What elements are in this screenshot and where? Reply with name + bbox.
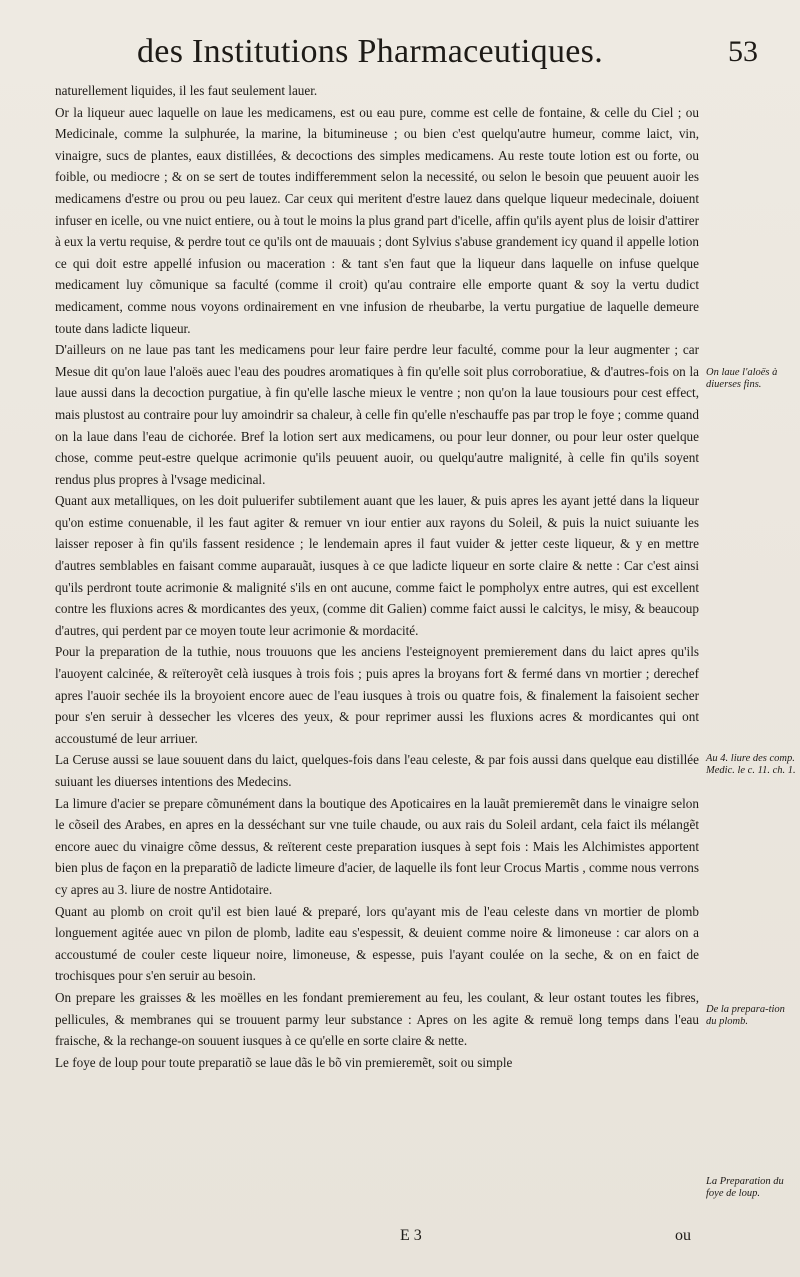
paragraph: naturellement liquides, il les faut seulement lauer. <box>55 83 318 98</box>
page-number: 53 <box>728 35 758 68</box>
signature-mark: E 3 <box>400 1227 422 1244</box>
paragraph: D'ailleurs on ne laue pas tant les medicamens pour leur faire perdre leur faculté, comme pour la leur augmenter ; car Mesue dit qu'on laue l'aloës auec l'eau des poudres aromatiques à fin qu'elle soit plus corroboratiue, & d'autres-fois on la laue aussi dans la decoction purgatiue, à fin qu'elle lasche mieux le ventre ; non qu'on la laue tousiours pour cest effect, mais plustost au contraire pour luy amoindrir sa chaleur, à celle fin qu'elle n'eschauffe pas par trop le foye ; comme quand on la laue dans l'eau de cichorée. Bref la lotion sert aux medicamens, ou pour leur donner, ou pour leur oster quelque chose, comme peut-estre quelque acrimonie qu'ils peuuent auoir, ou quelqu'autre malignité, à celle fin qu'ils soyent rendus plus propres à l'vsage medicinal. <box>55 342 699 487</box>
margin-note-reference: Au 4. liure des comp. Medic. le c. 11. ch. 1. <box>706 753 796 776</box>
margin-note-plomb: De la prepara-tion du plomb. <box>706 1004 785 1027</box>
page-header <box>0 30 800 78</box>
margin-note-foye-de-loup: La Preparation du foye de loup. <box>706 1176 784 1199</box>
paragraph: Quant aux metalliques, on les doit puluerifer subtilement auant que les lauer, & puis apres les ayant jetté dans la liqueur qu'on estime conuenable, il les faut agiter & remuer vn iour entier aux rayons du Soleil, & puis la nuict suiuante les laisser reposer à fin qu'ils fassent residence ; le lendemain apres il faut vuider & jetter ceste liqueur, & y en mettre d'autres semblables en faisant comme auparauãt, iusques à ce que ladicte liqueur en sorte claire & nette : Car c'est ainsi qu'ils perdront toute acrimonie & malignité s'ils en ont aucune, comme faict le pompholyx entre autres, qui est excellent contre les fluxions acres & mordicantes des yeux, (comme dit Galien) comme faict aussi le calcitys, le misy, & beaucoup d'autres, qui perdent par ce moyen toute leur acrimonie & mordacité. <box>55 493 699 638</box>
margin-note-aloes: On laue l'aloës à diuerses fins. <box>706 367 778 390</box>
paragraph: Pour la preparation de la tuthie, nous trouuons que les anciens l'esteignoyent premierement dans du laict apres qu'ils l'auoyent calcinée, & reïteroyẽt celà iusques à trois fois ; puis apres la broyans fort & fermé dans vn mortier ; derechef apres l'auoir sechée ils la broyoient encore auec de l'eau iusques à trois ou quatre fois, & finalement la faisoient secher pour s'en seruir à dessecher les vlceres des yeux, & pour reprimer aussi les fluxions acres & mordicantes qui ont accoustumé de leur arriuer. <box>55 644 699 746</box>
paragraph: La limure d'acier se prepare cõmunément dans la boutique des Apoticaires en la lauãt premieremẽt dans le vinaigre selon le cõseil des Arabes, en apres en la desséchant sur vne tuile chaude, ou aux rais du Soleil ardant, cela faict ils mélangẽt encore auec du vinaigre cõme dessus, & reïterent ceste preparation iusques à sept fois : Mais les Alchimistes apportent bien plus de façon en la preparatiõ de ladicte limeure d'acier, de laquelle ils font leur Crocus Martis , comme nous verrons cy apres au 3. liure de nostre Antidotaire. <box>55 795 699 897</box>
paragraph: On prepare les graisses & les moëlles en les fondant premierement au feu, les coulant, & leur ostant toutes les fibres, pellicules, & membranes qui se trouuent parmy leur substance : Apres on les agite & remuë long temps dans l'eau fraische, & la rechange-on souuent iusques à ce qu'elle en sorte claire & nette. <box>55 989 699 1049</box>
paragraph: Or la liqueur auec laquelle on laue les medicamens, est ou eau pure, comme est celle de fontaine, & celle du Ciel ; ou Medicinale, comme la sulphurée, la marine, la bitumineuse ; ou bien c'est quelqu'autre humeur, comme laict, vin, vinaigre, sucs de plantes, eaux distillées, & decoctions des simples medicamens. Au reste toute lotion est ou forte, ou foible, ou mediocre ; & on se sert de toutes indifferemment selon la necessité, ou selon le besoin que peuuent auoir les medicamens d'estre ou prou ou peu lauez. Car ceux qui meritent d'estre lauez dans quelque liqueur medecinale, doiuent infuser en icelle, ou vne nuict entiere, ou à tout le moins la plus grand part d'icelle, affin qu'ils ayent plus de loisir d'attirer à eux la vertu requise, & perdre tout ce qu'ils ont de mauuais ; dont Sylvius s'abuse grandement icy quand il appelle lotion ce qui doit estre appellé infusion ou maceration : & tant s'en faut que la liqueur dans laquelle on infuse quelque medicament luy cõmunique sa faculté (comme il croit) qu'au contraire elle emporte quant & soy la vertu dudict medicament, comme nous voyons ordinairement en vne infusion de rheubarbe, la vertu purgatiue de laquelle demeure toute dans ladicte liqueur. <box>55 104 699 336</box>
running-title: des Institutions Pharmaceutiques. <box>137 33 603 70</box>
paragraph: Le foye de loup pour toute preparatiõ se laue dãs le bõ vin premieremẽt, soit ou simple <box>55 1054 513 1070</box>
paragraph: La Ceruse aussi se laue souuent dans du laict, quelques-fois dans l'eau celeste, & par fois aussi dans quelque eau distillée suiuant les diuerses intentions des Medecins. <box>55 752 699 789</box>
page-footer <box>0 1227 800 1253</box>
catchword: ou <box>675 1227 691 1244</box>
body-text <box>55 80 699 1073</box>
paragraph: Quant au plomb on croit qu'il est bien laué & preparé, lors qu'ayant mis de l'eau celeste dans vn mortier de plomb longuement agitée auec vn pilon de plomb, ladite eau s'espessit, & deuient comme noire & limoneuse : car alors on a accoustumé de couler ceste liqueur noire, limoneuse, & espesse, puis l'ayant coulée on la seche, & on en faict de trochisques pour s'en seruir au besoin. <box>55 903 699 984</box>
